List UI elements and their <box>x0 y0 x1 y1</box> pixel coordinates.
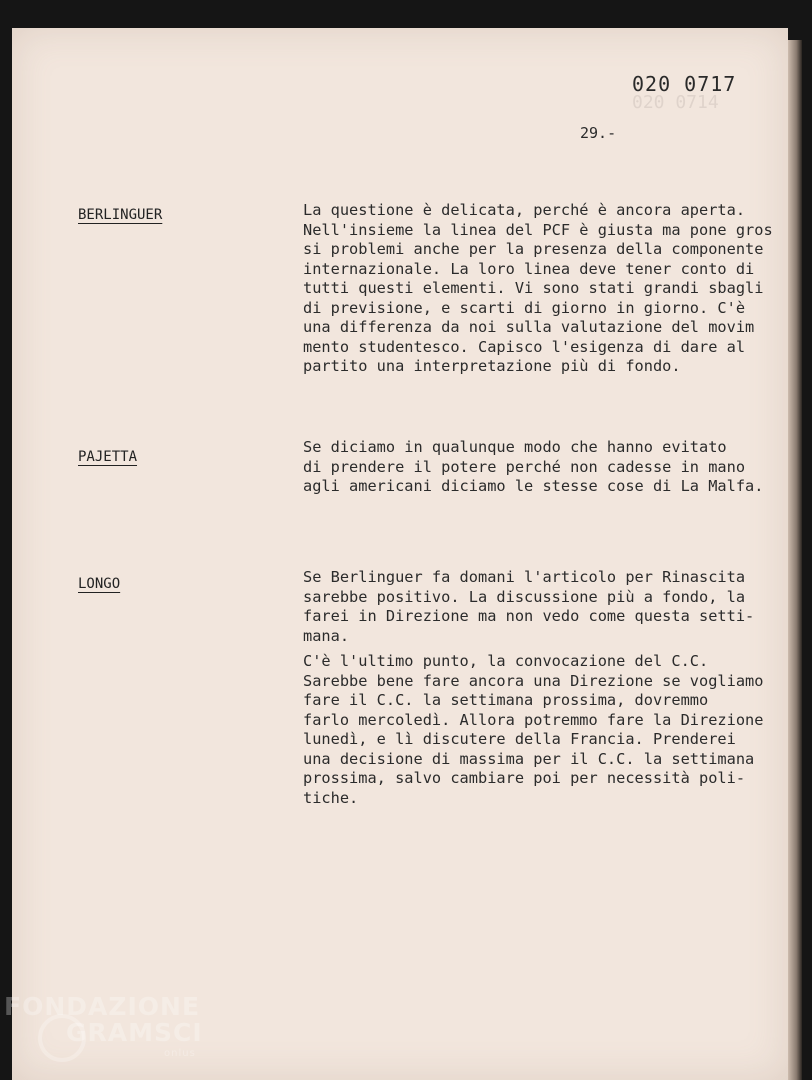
speaker-name: BERLINGUER <box>78 207 163 223</box>
text-line: una differenza da noi sulla valutazione del movim <box>303 318 755 336</box>
speaker-name: LONGO <box>78 576 121 592</box>
text-line: partito una interpretazione più di fondo. <box>303 357 681 375</box>
text-line: di previsione, e scarti di giorno in giorno. C'è <box>303 298 746 317</box>
text-line: C'è l'ultimo punto, la convocazione del C.C. <box>303 652 709 670</box>
speech-paragraph <box>303 568 754 646</box>
text-line: sarebbe positivo. La discussione più a fondo, la <box>303 587 746 606</box>
text-line: Nell'insieme la linea del PCF è giusta ma pone gros <box>303 220 773 239</box>
text-line: farlo mercoledì. Allora potremmo fare la Direzione <box>303 710 764 729</box>
text-line: Sarebbe bene fare ancora una Direzione se vogliamo <box>303 671 764 690</box>
fondazione-gramsci-watermark <box>4 990 204 1070</box>
text-line: Se diciamo in qualunque modo che hanno evitato <box>303 438 727 456</box>
watermark-line3: onlus <box>164 1048 196 1059</box>
text-line: di prendere il potere perché non cadesse in mano <box>303 457 746 476</box>
page-edge <box>788 40 802 1080</box>
text-line: Se Berlinguer fa domani l'articolo per Rinascita <box>303 568 746 586</box>
text-line: lunedì, e lì discutere della Francia. Prenderei <box>303 730 736 748</box>
text-line: prossima, salvo cambiare poi per necessità poli- <box>303 769 746 787</box>
text-line: agli americani diciamo le stesse cose di La Malfa. <box>303 477 764 495</box>
watermark-line1: FONDAZIONE <box>4 992 201 1021</box>
document-number: 020 0717 <box>632 72 737 96</box>
text-line: internazionale. La loro linea deve tener conto di <box>303 259 755 278</box>
text-line: tutti questi elementi. Vi sono stati grandi sbagli <box>303 279 764 297</box>
text-line: mento studentesco. Capisco l'esigenza di dare al <box>303 337 746 356</box>
document-page <box>12 28 788 1080</box>
text-line: una decisione di massima per il C.C. la settimana <box>303 749 755 768</box>
speech-paragraph <box>303 438 763 497</box>
speaker-name: PAJETTA <box>78 449 138 465</box>
text-line: farei in Direzione ma non vedo come questa setti- <box>303 607 755 625</box>
text-line: tiche. <box>303 788 359 807</box>
watermark-line2: GRAMSCI <box>66 1018 203 1047</box>
speech-paragraph <box>303 201 773 377</box>
text-line: fare il C.C. la settimana prossima, dovremmo <box>303 691 709 709</box>
speech-paragraph <box>303 652 763 808</box>
text-line: si problemi anche per la presenza della componente <box>303 240 764 258</box>
page-number: 29.- <box>580 124 617 142</box>
bleed-through-number: 020 0714 <box>632 92 719 113</box>
text-line: La questione è delicata, perché è ancora aperta. <box>303 201 746 219</box>
text-line: mana. <box>303 626 350 645</box>
